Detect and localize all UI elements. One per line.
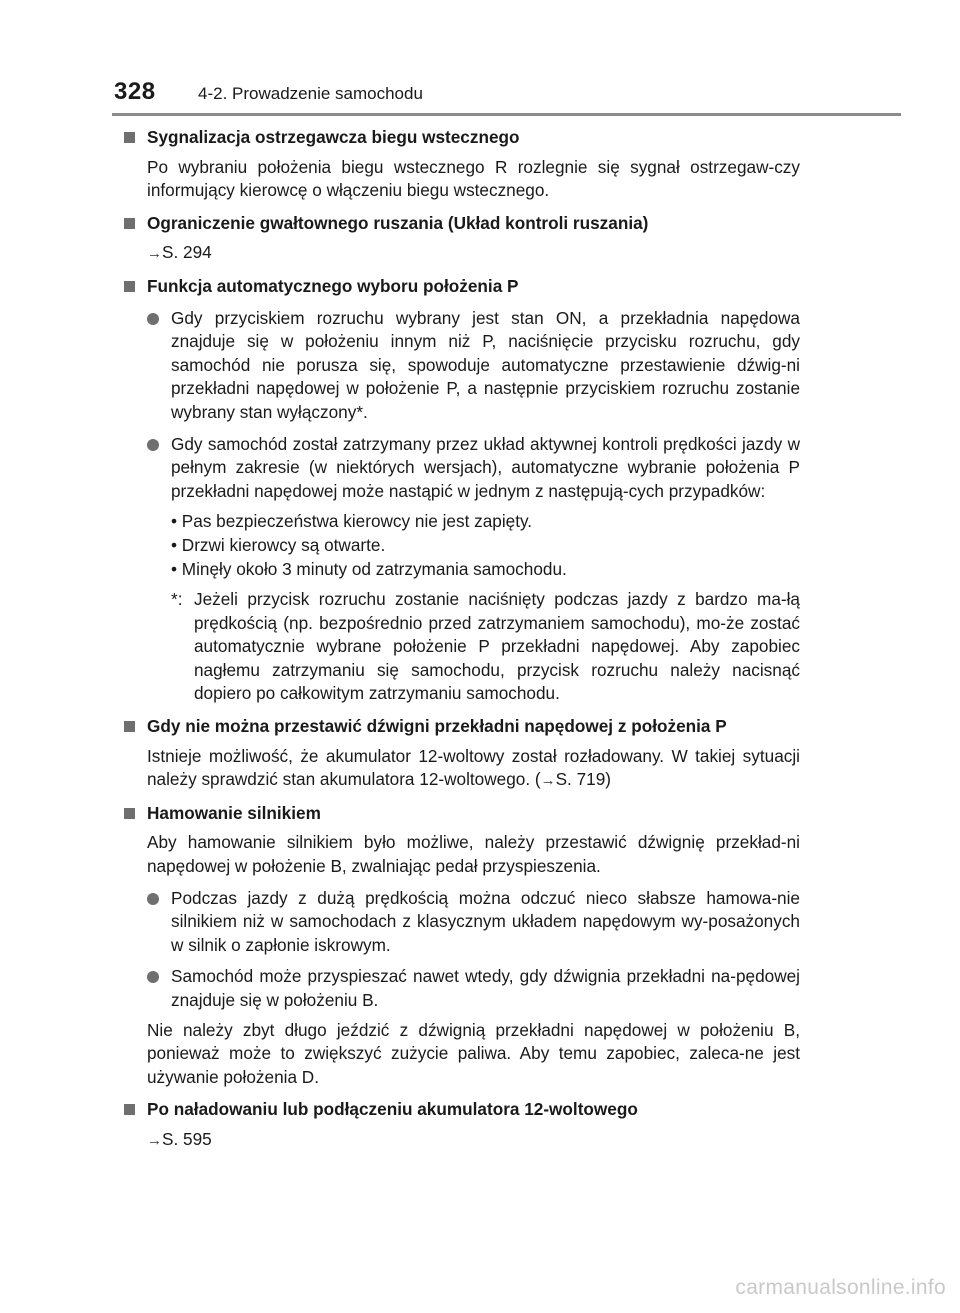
- condition-item: • Drzwi kierowcy są otwarte.: [171, 534, 386, 555]
- bullet-item: Gdy samochód został zatrzymany przez układ aktywnej kontroli prędkości jazdy w pełnym zakresie (w niektórych wersjach), automatyczne wybranie położenia P przekładni napędowej może nastąpić w jednym z następują-cych przypadków:: [124, 433, 800, 504]
- bullet-item: Samochód może przyspieszać nawet wtedy, gdy dźwignia przekładni na-pędowej znajduje się w położeniu B.: [124, 965, 800, 1012]
- arrow-right-icon: →: [540, 772, 556, 790]
- page-number: 328: [114, 78, 156, 105]
- footnote-mark: *:: [171, 589, 183, 610]
- paragraph: Po wybraniu położenia biegu wstecznego R rozlegnie się sygnał ostrzegaw-czy informujący kierowcę o włączeniu biegu wstecznego.: [147, 156, 800, 201]
- square-bullet-icon: [124, 218, 135, 229]
- condition-item: • Minęły około 3 minuty od zatrzymania samochodu.: [171, 558, 567, 579]
- square-bullet-icon: [124, 721, 135, 732]
- section-heading: Hamowanie silnikiem: [124, 802, 800, 826]
- condition-item: • Pas bezpieczeństwa kierowcy nie jest zapięty.: [171, 511, 533, 532]
- page-reference: →S. 595: [147, 1128, 212, 1149]
- section-heading: Funkcja automatycznego wyboru położenia P: [124, 275, 800, 299]
- square-bullet-icon: [124, 1104, 135, 1115]
- condition-list: [124, 510, 800, 581]
- section-heading: Sygnalizacja ostrzegawcza biegu wstecznego: [124, 126, 800, 150]
- section-heading: Ograniczenie gwałtownego ruszania (Układ kontroli ruszania): [124, 212, 800, 236]
- paragraph: Aby hamowanie silnikiem było możliwe, należy przestawić dźwignię przekład-ni napędowej w położenie B, zwalniając pedał przyspieszenia.: [147, 832, 800, 877]
- bullet-item: Podczas jazdy z dużą prędkością można odczuć nieco słabsze hamowa-nie silnikiem niż w samochodach z klasycznym układem napędowym wy-posażonych w silnik o zapłonie iskrowym.: [124, 887, 800, 958]
- circle-bullet-icon: [147, 439, 159, 451]
- circle-bullet-icon: [147, 971, 159, 983]
- section-heading: Po naładowaniu lub podłączeniu akumulatora 12-woltowego: [124, 1098, 800, 1122]
- footnote: *: Jeżeli przycisk rozruchu zostanie naciśnięty podczas jazdy z bardzo ma-łą prędkością (np. bezpośrednio przed zatrzymaniem samochodu), mo-że zostać automatycznie wybrane położenie P przekładni napędowej. Aby zapobiec nagłemu zatrzymaniu się samochodu, przycisk rozruchu należy nacisnąć dopiero po całkowitym zatrzymaniu samochodu.: [171, 589, 800, 704]
- header-rule: [112, 113, 901, 116]
- page-content: [124, 126, 800, 1153]
- square-bullet-icon: [124, 132, 135, 143]
- section-title: 4-2. Prowadzenie samochodu: [198, 84, 423, 103]
- paragraph: Nie należy zbyt długo jeździć z dźwignią przekładni napędowej w położeniu B, ponieważ może to zwiększyć zużycie paliwa. Aby temu zapobiec, zaleca-ne jest używanie położenia D.: [147, 1019, 800, 1087]
- section-heading: Gdy nie można przestawić dźwigni przekładni napędowej z położenia P: [124, 715, 800, 739]
- arrow-right-icon: →: [147, 245, 162, 263]
- arrow-right-icon: →: [147, 1131, 162, 1149]
- paragraph: Istnieje możliwość, że akumulator 12-woltowy został rozładowany. W takiej sytuacji należy sprawdzić stan akumulatora 12-woltowego. (→S. 719): [147, 745, 800, 790]
- bullet-item: Gdy przyciskiem rozruchu wybrany jest stan ON, a przekładnia napędowa znajduje się w położeniu innym niż P, naciśnięcie przycisku rozruchu, gdy samochód nie porusza się, spowoduje automatyczne przestawienie dźwig-ni przekładni napędowej w położenie P, a następnie przyciskiem rozruchu zostanie wybrany stan wyłączony*.: [124, 307, 800, 425]
- circle-bullet-icon: [147, 313, 159, 325]
- watermark: carmanualsonline.info: [735, 1276, 946, 1299]
- square-bullet-icon: [124, 281, 135, 292]
- square-bullet-icon: [124, 808, 135, 819]
- page-reference: →S. 294: [147, 242, 212, 263]
- circle-bullet-icon: [147, 893, 159, 905]
